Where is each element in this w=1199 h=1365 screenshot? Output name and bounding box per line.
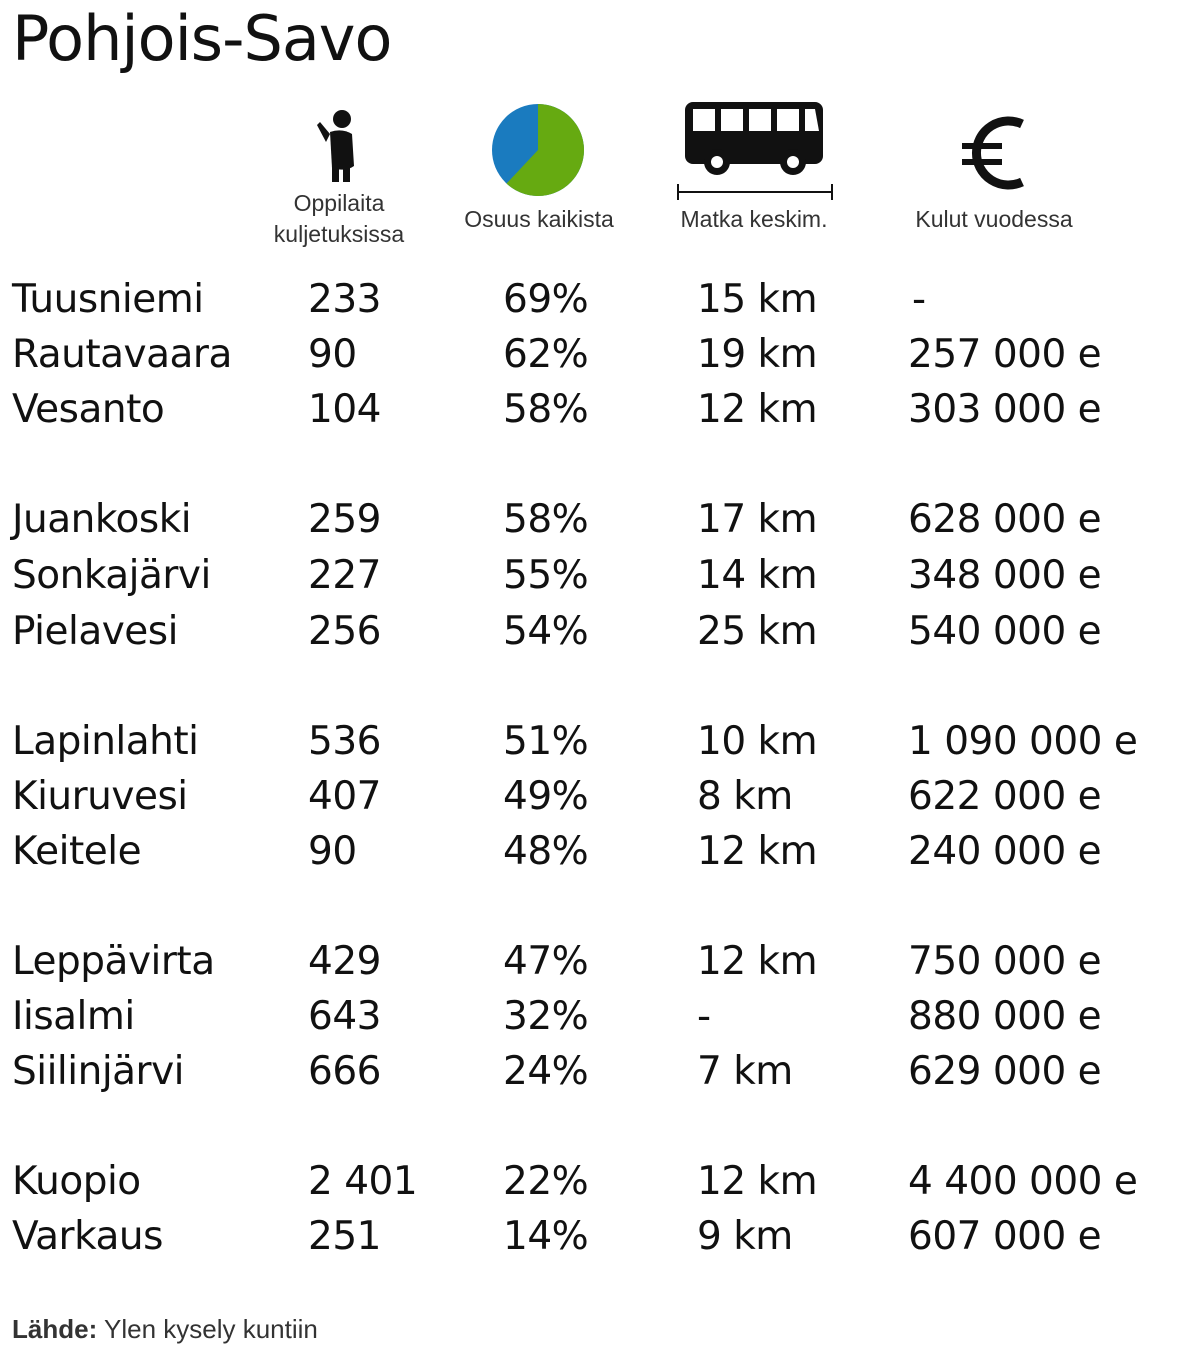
municipality-name: Lapinlahti <box>12 719 199 764</box>
header-students-line2: kuljetuksissa <box>273 221 405 247</box>
share-value: 51% <box>503 719 589 764</box>
header-students-line1: Oppilaita <box>293 190 385 216</box>
municipality-name: Juankoski <box>12 497 192 542</box>
share-value: 55% <box>503 553 589 598</box>
cost-value: 257 000 e <box>908 332 1102 377</box>
students-value: 90 <box>308 829 357 874</box>
trip-value: 17 km <box>697 497 818 542</box>
table-row <box>0 1044 1199 1100</box>
child-icon <box>316 108 360 184</box>
trip-value: 9 km <box>697 1214 793 1259</box>
municipality-name: Siilinjärvi <box>12 1049 184 1094</box>
students-value: 104 <box>308 387 381 432</box>
students-value: 407 <box>308 774 381 819</box>
students-value: 2 401 <box>308 1159 418 1204</box>
municipality-name: Tuusniemi <box>12 277 204 322</box>
table-row <box>0 492 1199 548</box>
trip-value: 12 km <box>697 1159 818 1204</box>
trip-value: 14 km <box>697 553 818 598</box>
cost-value: 540 000 e <box>908 609 1102 654</box>
cost-value: 303 000 e <box>908 387 1102 432</box>
trip-value: 25 km <box>697 609 818 654</box>
students-value: 233 <box>308 277 381 322</box>
header-share: Osuus kaikista <box>464 206 614 232</box>
cost-value: 240 000 e <box>908 829 1102 874</box>
euro-icon <box>960 110 1030 196</box>
cost-value: 629 000 e <box>908 1049 1102 1094</box>
municipality-name: Kuopio <box>12 1159 141 1204</box>
students-value: 90 <box>308 332 357 377</box>
table-row <box>0 989 1199 1045</box>
share-value: 47% <box>503 939 589 984</box>
students-value: 227 <box>308 553 381 598</box>
municipality-name: Vesanto <box>12 387 165 432</box>
students-value: 429 <box>308 939 381 984</box>
trip-value: 19 km <box>697 332 818 377</box>
share-value: 14% <box>503 1214 589 1259</box>
students-value: 643 <box>308 994 381 1039</box>
share-value: 49% <box>503 774 589 819</box>
cost-value: 880 000 e <box>908 994 1102 1039</box>
table-row <box>0 382 1199 438</box>
share-value: 22% <box>503 1159 589 1204</box>
trip-value: 7 km <box>697 1049 793 1094</box>
cost-value: 622 000 e <box>908 774 1102 819</box>
students-value: 256 <box>308 609 381 654</box>
share-value: 69% <box>503 277 589 322</box>
share-value: 24% <box>503 1049 589 1094</box>
share-value: 54% <box>503 609 589 654</box>
table-row <box>0 604 1199 660</box>
students-value: 536 <box>308 719 381 764</box>
table-row <box>0 769 1199 825</box>
trip-value: 12 km <box>697 829 818 874</box>
trip-value: 8 km <box>697 774 793 819</box>
pie-chart-icon <box>490 102 586 198</box>
cost-value: 607 000 e <box>908 1214 1102 1259</box>
table-row <box>0 1154 1199 1210</box>
page-title: Pohjois-Savo <box>12 2 392 75</box>
table-row <box>0 327 1199 383</box>
table-row <box>0 548 1199 604</box>
trip-value: - <box>697 994 711 1039</box>
header-cost: Kulut vuodessa <box>915 206 1073 232</box>
share-value: 62% <box>503 332 589 377</box>
students-value: 666 <box>308 1049 381 1094</box>
bus-icon <box>675 100 835 204</box>
source-text: Ylen kysely kuntiin <box>104 1314 318 1344</box>
table-row <box>0 1209 1199 1265</box>
municipality-name: Iisalmi <box>12 994 135 1039</box>
trip-value: 12 km <box>697 939 818 984</box>
students-value: 251 <box>308 1214 381 1259</box>
share-value: 32% <box>503 994 589 1039</box>
header-trip: Matka keskim. <box>680 206 828 232</box>
municipality-name: Pielavesi <box>12 609 178 654</box>
cost-value: - <box>912 277 926 322</box>
municipality-name: Leppävirta <box>12 939 215 984</box>
table-row <box>0 824 1199 880</box>
table-row <box>0 272 1199 328</box>
cost-value: 1 090 000 e <box>908 719 1138 764</box>
municipality-name: Rautavaara <box>12 332 232 377</box>
source-note <box>12 1314 318 1345</box>
municipality-name: Kiuruvesi <box>12 774 188 819</box>
source-label: Lähde: <box>12 1314 98 1344</box>
header-students <box>256 188 422 250</box>
students-value: 259 <box>308 497 381 542</box>
table-row <box>0 934 1199 990</box>
trip-value: 15 km <box>697 277 818 322</box>
trip-value: 10 km <box>697 719 818 764</box>
municipality-name: Sonkajärvi <box>12 553 211 598</box>
cost-value: 750 000 e <box>908 939 1102 984</box>
municipality-name: Varkaus <box>12 1214 163 1259</box>
trip-value: 12 km <box>697 387 818 432</box>
share-value: 58% <box>503 387 589 432</box>
cost-value: 4 400 000 e <box>908 1159 1138 1204</box>
cost-value: 348 000 e <box>908 553 1102 598</box>
cost-value: 628 000 e <box>908 497 1102 542</box>
share-value: 58% <box>503 497 589 542</box>
municipality-name: Keitele <box>12 829 142 874</box>
share-value: 48% <box>503 829 589 874</box>
table-row <box>0 714 1199 770</box>
